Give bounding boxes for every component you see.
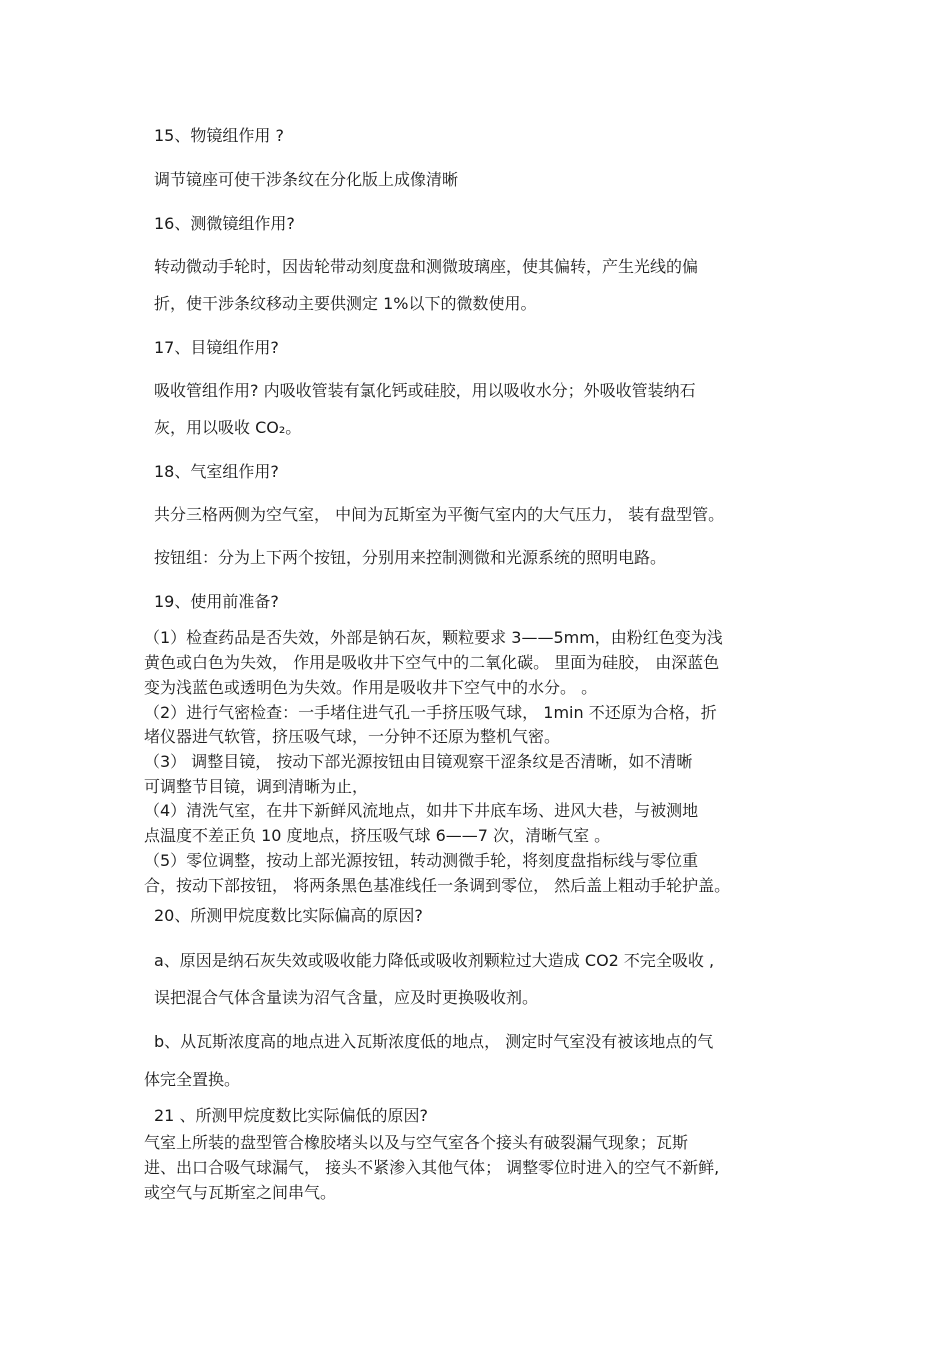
answer-q19-line2: 黄色或白色为失效， 作用是吸收井下空气中的二氧化碳。 里面为硅胶， 由深蓝色 xyxy=(144,653,720,672)
answer-q19-line7: 可调整节目镜，调到清晰为止， xyxy=(144,777,369,796)
heading-q16: 16、测微镜组作用? xyxy=(154,214,295,233)
heading-q17: 17、目镜组作用? xyxy=(154,338,279,357)
heading-q15: 15、物镜组作用 ? xyxy=(154,126,284,145)
answer-q19-line5: 堵仪器进气软管，挤压吸气球，一分钟不还原为整机气密。 xyxy=(144,727,561,746)
answer-q17-line1: 吸收管组作用? 内吸收管装有氯化钙或硅胶，用以吸收水分；外吸收管装纳石 xyxy=(154,381,696,400)
answer-q19-line10: （5）零位调整，按动上部光源按钮，转动测微手轮，将刻度盘指标线与零位重 xyxy=(144,851,699,870)
answer-q21-line1: 气室上所装的盘型管合橡胶堵头以及与空气室各个接头有破裂漏气现象；瓦斯 xyxy=(144,1133,689,1152)
answer-q19-line8: （4）清洗气室，在井下新鲜风流地点，如井下井底车场、进风大巷，与被测地 xyxy=(144,801,699,820)
answer-q20-b-line2: 体完全置换。 xyxy=(144,1070,241,1089)
answer-q19-line3: 变为浅蓝色或透明色为失效。作用是吸收井下空气中的水分。 。 xyxy=(144,678,598,697)
answer-q16-line2: 折，使干涉条纹移动主要供测定 1%以下的微数使用。 xyxy=(154,294,537,313)
heading-q18: 18、气室组作用? xyxy=(154,462,279,481)
answer-q15: 调节镜座可使干涉条纹在分化版上成像清晰 xyxy=(154,170,459,189)
answer-q20-a-line1: a、原因是纳石灰失效或吸收能力降低或吸收剂颗粒过大造成 CO2 不完全吸收 , xyxy=(154,951,715,970)
answer-q16-line1: 转动微动手轮时，因齿轮带动刻度盘和测微玻璃座，使其偏转，产生光线的偏 xyxy=(154,257,699,276)
answer-q19-line11: 合，按动下部按钮， 将两条黑色基准线任一条调到零位， 然后盖上粗动手轮护盖。 xyxy=(144,876,731,895)
answer-q19-line1: （1）检查药品是否失效，外部是钠石灰，颗粒要求 3——5mm，由粉红色变为浅 xyxy=(144,628,723,647)
answer-q21-line2: 进、出口合吸气球漏气， 接头不紧渗入其他气体； 调整零位时进入的空气不新鲜, xyxy=(144,1158,720,1177)
answer-q20-b-line1: b、从瓦斯浓度高的地点进入瓦斯浓度低的地点， 测定时气室没有被该地点的气 xyxy=(154,1032,714,1051)
answer-q18-line2: 按钮组：分为上下两个按钮，分别用来控制测微和光源系统的照明电路。 xyxy=(154,548,667,567)
heading-q19: 19、使用前准备? xyxy=(154,592,279,611)
heading-q21: 21 、所测甲烷度数比实际偏低的原因? xyxy=(154,1106,428,1125)
heading-q20: 20、所测甲烷度数比实际偏高的原因? xyxy=(154,906,423,925)
answer-q20-a-line2: 误把混合气体含量读为沼气含量，应及时更换吸收剂。 xyxy=(154,988,539,1007)
answer-q21-line3: 或空气与瓦斯室之间串气。 xyxy=(144,1183,337,1202)
answer-q18-line1: 共分三格两侧为空气室， 中间为瓦斯室为平衡气室内的大气压力， 装有盘型管。 xyxy=(154,505,725,524)
answer-q19-line4: （2）进行气密检查：一手堵住进气孔一手挤压吸气球， 1min 不还原为合格，折 xyxy=(144,703,717,722)
answer-q17-line2: 灰，用以吸收 CO₂。 xyxy=(154,418,302,437)
answer-q19-line6: （3） 调整目镜， 按动下部光源按钮由目镜观察干涩条纹是否清晰，如不清晰 xyxy=(144,752,693,771)
answer-q19-line9: 点温度不差正负 10 度地点，挤压吸气球 6——7 次，清晰气室 。 xyxy=(144,826,611,845)
